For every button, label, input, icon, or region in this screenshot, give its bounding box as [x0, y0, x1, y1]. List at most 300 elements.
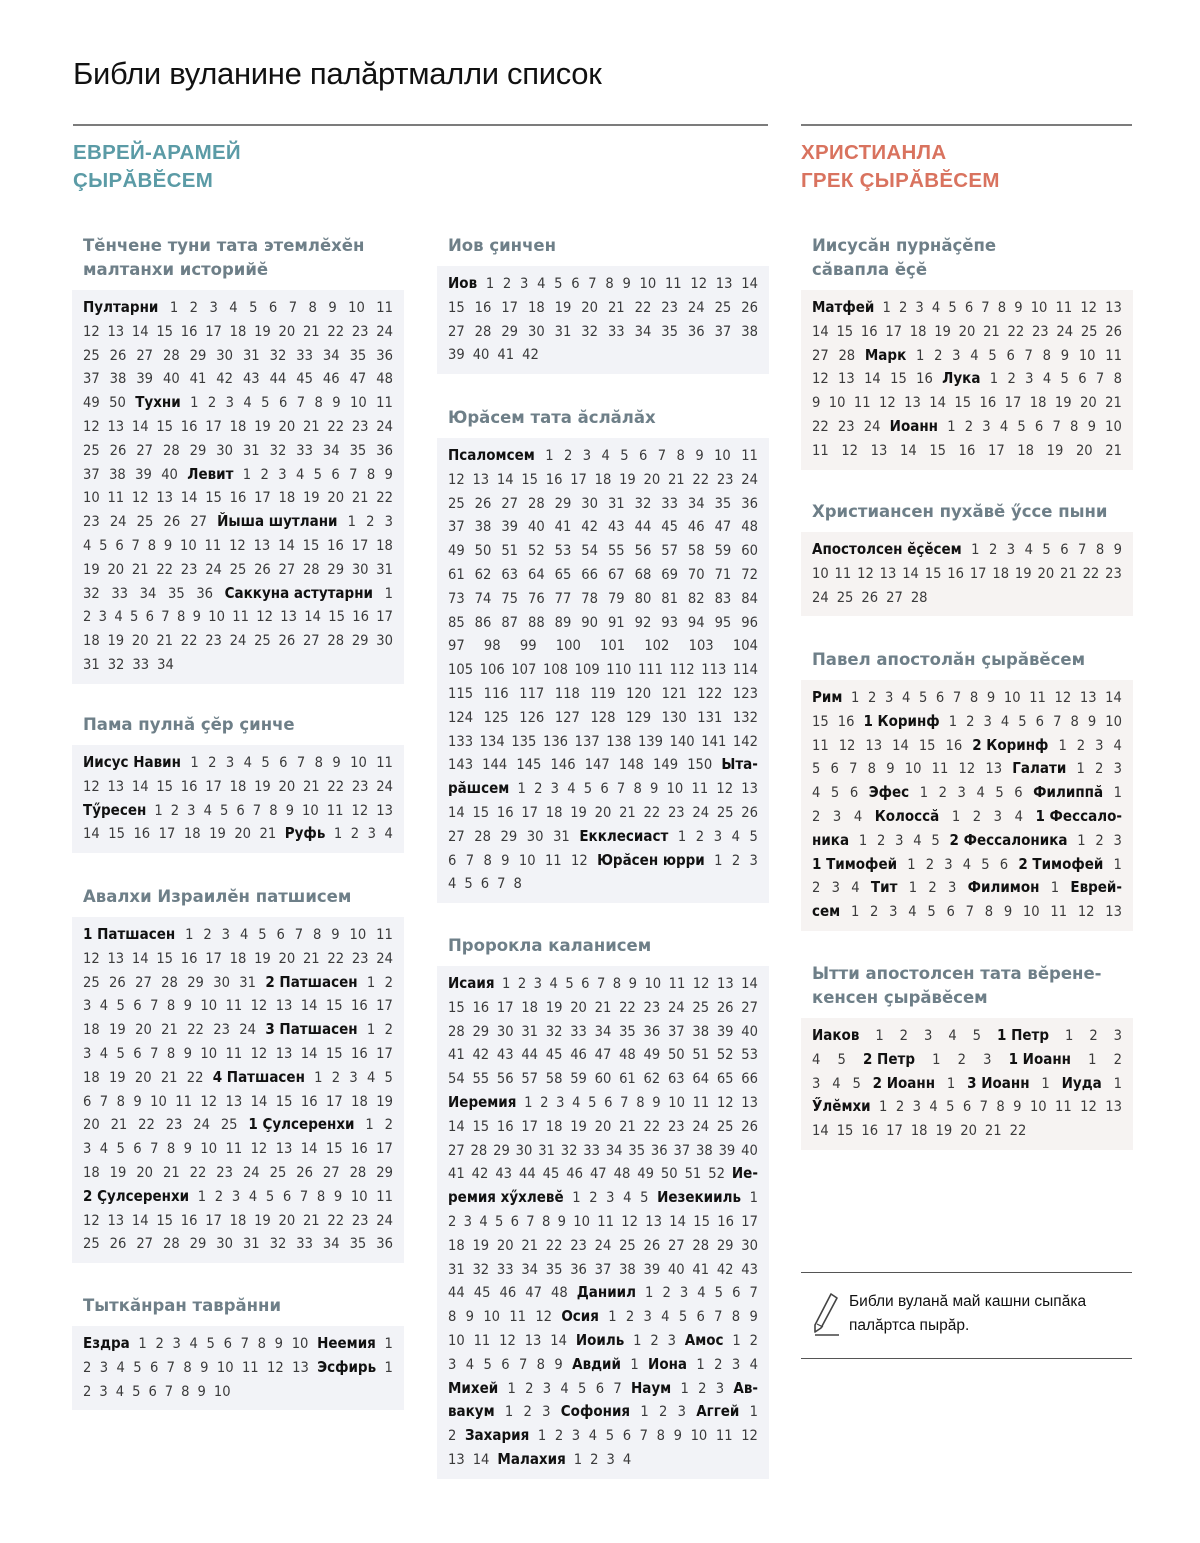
chapter-number[interactable]: 11 [1029, 689, 1046, 706]
chapter-number[interactable]: 16 [327, 536, 344, 554]
chapter-number[interactable]: 21 [302, 949, 320, 967]
chapter-number[interactable]: 20 [136, 1163, 154, 1181]
chapter-number[interactable]: 5 [981, 855, 990, 873]
chapter-number[interactable]: 28 [349, 1163, 367, 1181]
chapter-number[interactable]: 6 [133, 1140, 142, 1158]
chapter-number[interactable]: 4 [812, 784, 821, 802]
chapter-number[interactable]: 2 [384, 973, 393, 991]
chapter-number[interactable]: 1 [749, 1403, 758, 1421]
chapter-number[interactable]: 10 [690, 1427, 708, 1445]
chapter-number[interactable]: 85 [448, 613, 465, 631]
chapter-number[interactable]: 10 [812, 564, 829, 582]
chapter-number[interactable]: 35 [619, 1022, 636, 1040]
chapter-number[interactable]: 8 [269, 801, 278, 819]
chapter-number[interactable]: 28 [448, 1022, 465, 1040]
chapter-number[interactable]: 14 [472, 1450, 490, 1468]
chapter-number[interactable]: 43 [495, 1165, 513, 1183]
chapter-number[interactable]: 16 [947, 564, 964, 582]
chapter-number[interactable]: 19 [376, 1092, 393, 1110]
chapter-number[interactable]: 33 [570, 1022, 587, 1040]
chapter-number[interactable]: 6 [604, 1093, 613, 1111]
chapter-number[interactable]: 2 [695, 827, 705, 845]
chapter-number[interactable]: 6 [510, 1212, 519, 1230]
chapter-number[interactable]: 23 [165, 1116, 183, 1134]
chapter-number[interactable]: 12 [690, 275, 708, 292]
chapter-number[interactable]: 8 [147, 536, 157, 554]
chapter-number[interactable]: 4 [948, 1027, 957, 1044]
chapter-number[interactable]: 1 [169, 299, 179, 316]
chapter-number[interactable]: 34 [634, 322, 652, 340]
chapter-number[interactable]: 21 [161, 1021, 178, 1039]
chapter-number[interactable]: 23 [213, 1021, 230, 1039]
chapter-number[interactable]: 57 [521, 1070, 539, 1088]
chapter-number[interactable]: 16 [916, 370, 933, 388]
chapter-number[interactable]: 2 [1113, 1050, 1122, 1068]
chapter-number[interactable]: 20 [134, 1068, 152, 1086]
chapter-number[interactable]: 58 [687, 542, 705, 560]
chapter-number[interactable]: 33 [296, 441, 313, 459]
chapter-number[interactable]: 8 [448, 1308, 457, 1326]
chapter-number[interactable]: 21 [156, 632, 174, 650]
chapter-number[interactable]: 1 [680, 1379, 689, 1397]
chapter-number[interactable]: 22 [187, 1021, 204, 1039]
chapter-number[interactable]: 8 [316, 1187, 326, 1205]
chapter-number[interactable]: 4 [114, 608, 123, 626]
chapter-number[interactable]: 13 [1105, 903, 1122, 921]
chapter-number[interactable]: 4 [229, 299, 238, 316]
chapter-number[interactable]: 43 [607, 518, 625, 536]
chapter-number[interactable]: 22 [692, 470, 710, 488]
chapter-number[interactable]: 32 [581, 322, 598, 340]
chapter-number[interactable]: 22 [180, 632, 198, 650]
chapter-number[interactable]: 3 [83, 1044, 92, 1062]
chapter-number[interactable]: 17 [205, 777, 222, 795]
chapter-number[interactable]: 3 [463, 1212, 473, 1230]
chapter-number[interactable]: 22 [327, 322, 345, 340]
chapter-number[interactable]: 13 [448, 1450, 465, 1468]
chapter-number[interactable]: 44 [518, 1165, 536, 1183]
chapter-number[interactable]: 18 [910, 1122, 928, 1140]
chapter-number[interactable]: 13 [275, 1140, 293, 1158]
chapter-number[interactable]: 3 [209, 299, 218, 316]
chapter-number[interactable]: 32 [269, 346, 287, 364]
chapter-number[interactable]: 16 [351, 1140, 368, 1158]
chapter-number[interactable]: 17 [158, 825, 176, 843]
chapter-number[interactable]: 1 [858, 831, 868, 849]
chapter-number[interactable]: 31 [448, 1260, 465, 1278]
chapter-number[interactable]: 11 [376, 926, 393, 943]
chapter-number[interactable]: 135 [511, 732, 537, 750]
chapter-number[interactable]: 5 [258, 926, 267, 943]
chapter-number[interactable]: 17 [886, 1122, 903, 1140]
chapter-number[interactable]: 13 [253, 536, 271, 554]
chapter-number[interactable]: 3 [952, 346, 961, 364]
chapter-number[interactable]: 21 [984, 1122, 1002, 1140]
chapter-number[interactable]: 10 [350, 1187, 368, 1205]
chapter-number[interactable]: 7 [166, 1358, 176, 1376]
chapter-number[interactable]: 14 [131, 777, 149, 795]
chapter-number[interactable]: 12 [250, 1044, 268, 1062]
chapter-number[interactable]: 7 [252, 801, 262, 819]
chapter-number[interactable]: 2 [1095, 760, 1104, 778]
chapter-number[interactable]: 21 [302, 322, 320, 340]
chapter-number[interactable]: 11 [1105, 346, 1122, 364]
chapter-number[interactable]: 29 [189, 441, 207, 459]
chapter-number[interactable]: 16 [180, 777, 198, 795]
chapter-number[interactable]: 13 [524, 1331, 542, 1349]
chapter-number[interactable]: 12 [879, 394, 896, 412]
chapter-number[interactable]: 50 [109, 394, 126, 412]
chapter-number[interactable]: 93 [661, 613, 678, 631]
chapter-number[interactable]: 8 [984, 903, 994, 921]
chapter-number[interactable]: 106 [479, 661, 505, 679]
chapter-number[interactable]: 133 [448, 732, 474, 750]
chapter-number[interactable]: 13 [107, 417, 125, 435]
chapter-number[interactable]: 25 [716, 803, 734, 821]
chapter-number[interactable]: 26 [741, 803, 758, 821]
chapter-number[interactable]: 15 [890, 370, 907, 388]
chapter-number[interactable]: 19 [545, 998, 563, 1016]
chapter-number[interactable]: 37 [673, 1141, 691, 1159]
chapter-number[interactable]: 12 [692, 975, 710, 992]
chapter-number[interactable]: 2 [563, 447, 573, 464]
chapter-number[interactable]: 42 [581, 518, 598, 536]
chapter-number[interactable]: 2 [928, 879, 937, 897]
chapter-number[interactable]: 4 [1042, 370, 1052, 388]
chapter-number[interactable]: 11 [853, 394, 871, 412]
chapter-number[interactable]: 6 [282, 1187, 292, 1205]
chapter-number[interactable]: 1 [879, 1098, 888, 1116]
chapter-number[interactable]: 14 [304, 608, 321, 626]
chapter-number[interactable]: 25 [83, 1235, 100, 1253]
chapter-number[interactable]: 27 [812, 346, 829, 364]
chapter-number[interactable]: 105 [448, 661, 474, 679]
chapter-number[interactable]: 4 [99, 997, 109, 1015]
chapter-number[interactable]: 24 [692, 1117, 710, 1135]
chapter-number[interactable]: 3 [679, 1284, 689, 1302]
chapter-number[interactable]: 25 [136, 513, 154, 531]
chapter-number[interactable]: 1 [915, 346, 925, 364]
chapter-number[interactable]: 26 [109, 441, 127, 459]
chapter-number[interactable]: 4 [115, 1382, 125, 1400]
chapter-number[interactable]: 72 [741, 565, 758, 583]
chapter-number[interactable]: 50 [667, 1046, 685, 1064]
chapter-number[interactable]: 1 [696, 1355, 705, 1373]
chapter-number[interactable]: 16 [496, 803, 514, 821]
chapter-number[interactable]: 1 [365, 1116, 374, 1134]
chapter-number[interactable]: 48 [619, 1046, 636, 1064]
chapter-number[interactable]: 12 [83, 949, 100, 967]
chapter-number[interactable]: 9 [332, 754, 341, 771]
chapter-number[interactable]: 1 [850, 903, 860, 921]
chapter-number[interactable]: 46 [570, 1046, 587, 1064]
chapter-number[interactable]: 87 [501, 613, 519, 631]
chapter-number[interactable]: 41 [554, 518, 572, 536]
chapter-number[interactable]: 12 [256, 608, 273, 626]
chapter-number[interactable]: 17 [254, 489, 271, 507]
chapter-number[interactable]: 4 [601, 447, 610, 464]
chapter-number[interactable]: 29 [327, 560, 345, 578]
chapter-number[interactable]: 2 [966, 712, 975, 730]
chapter-number[interactable]: 4 [623, 1189, 632, 1207]
chapter-number[interactable]: 30 [376, 632, 393, 650]
chapter-number[interactable]: 90 [581, 613, 598, 631]
chapter-number[interactable]: 9 [192, 608, 201, 626]
chapter-number[interactable]: 21 [983, 322, 1000, 340]
chapter-number[interactable]: 9 [333, 1187, 343, 1205]
chapter-number[interactable]: 10 [644, 975, 662, 992]
chapter-number[interactable]: 16 [300, 1092, 318, 1110]
chapter-number[interactable]: 6 [1034, 417, 1044, 435]
chapter-number[interactable]: 5 [837, 1050, 846, 1068]
chapter-number[interactable]: 2 [525, 1379, 534, 1397]
chapter-number[interactable]: 13 [156, 489, 174, 507]
chapter-number[interactable]: 94 [687, 613, 705, 631]
chapter-number[interactable]: 3 [667, 1331, 676, 1349]
chapter-number[interactable]: 1 [1077, 831, 1086, 849]
chapter-number[interactable]: 23 [83, 513, 100, 531]
chapter-number[interactable]: 1 [507, 1379, 516, 1397]
chapter-number[interactable]: 15 [836, 1122, 854, 1140]
chapter-number[interactable]: 9 [183, 997, 192, 1015]
chapter-number[interactable]: 21 [302, 417, 320, 435]
chapter-number[interactable]: 21 [619, 803, 636, 821]
chapter-number[interactable]: 3 [884, 689, 894, 706]
chapter-number[interactable]: 16 [133, 825, 151, 843]
chapter-number[interactable]: 26 [109, 1235, 127, 1253]
chapter-number[interactable]: 86 [474, 613, 492, 631]
chapter-number[interactable]: 15 [325, 1140, 343, 1158]
chapter-number[interactable]: 2 [1095, 831, 1104, 849]
chapter-number[interactable]: 33 [607, 322, 625, 340]
chapter-number[interactable]: 4 [962, 855, 972, 873]
chapter-number[interactable]: 17 [969, 564, 987, 582]
chapter-number[interactable]: 41 [448, 1046, 465, 1064]
chapter-number[interactable]: 10 [666, 780, 684, 798]
chapter-number[interactable]: 10 [216, 1358, 234, 1376]
chapter-number[interactable]: 13 [275, 1044, 293, 1062]
chapter-number[interactable]: 26 [474, 494, 492, 512]
chapter-number[interactable]: 15 [325, 1044, 343, 1062]
chapter-number[interactable]: 12 [83, 777, 100, 795]
chapter-number[interactable]: 14 [496, 470, 514, 488]
chapter-number[interactable]: 11 [1050, 903, 1068, 921]
chapter-number[interactable]: 27 [136, 346, 154, 364]
chapter-number[interactable]: 7 [288, 299, 298, 316]
chapter-number[interactable]: 36 [570, 1260, 587, 1278]
chapter-number[interactable]: 3 [982, 417, 991, 435]
chapter-number[interactable]: 41 [692, 1260, 710, 1278]
chapter-number[interactable]: 2 [934, 346, 943, 364]
chapter-number[interactable]: 3 [895, 831, 904, 849]
chapter-number[interactable]: 8 [308, 299, 317, 316]
chapter-number[interactable]: 2 [895, 1098, 905, 1116]
chapter-number[interactable]: 4 [661, 1308, 670, 1326]
chapter-number[interactable]: 28 [162, 346, 180, 364]
chapter-number[interactable]: 13 [645, 1212, 662, 1230]
chapter-number[interactable]: 17 [741, 1212, 758, 1230]
chapter-number[interactable]: 2 [749, 1331, 758, 1349]
chapter-number[interactable]: 16 [496, 1117, 514, 1135]
chapter-number[interactable]: 3 [713, 827, 723, 845]
chapter-number[interactable]: 5 [749, 827, 758, 845]
chapter-number[interactable]: 1 [366, 973, 376, 991]
chapter-number[interactable]: 2 [384, 1021, 393, 1039]
chapter-number[interactable]: 8 [1070, 417, 1079, 435]
chapter-number[interactable]: 2 [589, 1189, 598, 1207]
chapter-number[interactable]: 45 [296, 370, 313, 388]
chapter-number[interactable]: 4 [572, 1093, 581, 1111]
chapter-number[interactable]: 20 [278, 949, 296, 967]
chapter-number[interactable]: 148 [618, 756, 644, 774]
chapter-number[interactable]: 9 [749, 1308, 758, 1326]
chapter-number[interactable]: 3 [983, 1050, 992, 1068]
chapter-number[interactable]: 6 [268, 299, 278, 316]
chapter-number[interactable]: 5 [464, 875, 473, 893]
chapter-number[interactable]: 3 [187, 801, 196, 819]
chapter-number[interactable]: 71 [714, 565, 732, 583]
chapter-number[interactable]: 8 [996, 1098, 1005, 1116]
chapter-number[interactable]: 32 [83, 584, 100, 602]
chapter-number[interactable]: 13 [107, 949, 125, 967]
chapter-number[interactable]: 14 [448, 803, 465, 821]
chapter-number[interactable]: 36 [643, 1022, 661, 1040]
chapter-number[interactable]: 32 [269, 441, 287, 459]
chapter-number[interactable]: 6 [639, 447, 648, 464]
chapter-number[interactable]: 17 [326, 1092, 343, 1110]
chapter-number[interactable]: 11 [241, 1358, 259, 1376]
chapter-number[interactable]: 10 [350, 394, 367, 412]
chapter-number[interactable]: 8 [513, 875, 522, 893]
chapter-number[interactable]: 9 [622, 275, 631, 292]
chapter-number[interactable]: 30 [527, 322, 545, 340]
chapter-number[interactable]: 21 [131, 560, 149, 578]
chapter-number[interactable]: 9 [183, 1140, 192, 1158]
chapter-number[interactable]: 11 [691, 780, 709, 798]
chapter-number[interactable]: 13 [107, 1211, 125, 1229]
chapter-number[interactable]: 12 [571, 851, 588, 869]
chapter-number[interactable]: 15 [156, 322, 174, 340]
chapter-number[interactable]: 96 [741, 613, 758, 631]
chapter-number[interactable]: 7 [299, 1187, 309, 1205]
chapter-number[interactable]: 1 [314, 1068, 323, 1086]
chapter-number[interactable]: 19 [570, 803, 587, 821]
chapter-number[interactable]: 13 [280, 608, 297, 626]
chapter-number[interactable]: 18 [229, 322, 247, 340]
chapter-number[interactable]: 25 [83, 973, 100, 991]
chapter-number[interactable]: 11 [376, 1187, 393, 1205]
chapter-number[interactable]: 2 [731, 851, 741, 869]
chapter-number[interactable]: 3 [1095, 736, 1104, 754]
chapter-number[interactable]: 55 [607, 542, 625, 560]
chapter-number[interactable]: 9 [274, 1335, 284, 1352]
chapter-number[interactable]: 9 [384, 465, 393, 483]
chapter-number[interactable]: 28 [910, 588, 928, 606]
chapter-number[interactable]: 10 [1105, 417, 1122, 435]
chapter-number[interactable]: 88 [527, 613, 545, 631]
chapter-number[interactable]: 25 [83, 346, 100, 364]
chapter-number[interactable]: 1 [366, 1021, 376, 1039]
chapter-number[interactable]: 1 [1064, 1027, 1074, 1044]
chapter-number[interactable]: 129 [626, 708, 652, 726]
chapter-number[interactable]: 5 [640, 1189, 649, 1207]
chapter-number[interactable]: 47 [349, 370, 367, 388]
chapter-number[interactable]: 4 [189, 1335, 198, 1352]
chapter-number[interactable]: 2 [83, 1382, 92, 1400]
chapter-number[interactable]: 9 [557, 1212, 566, 1230]
chapter-number[interactable]: 42 [522, 346, 539, 364]
chapter-number[interactable]: 24 [692, 803, 710, 821]
chapter-number[interactable]: 41 [497, 346, 515, 364]
chapter-number[interactable]: 37 [714, 322, 732, 340]
chapter-number[interactable]: 11 [692, 1093, 710, 1111]
chapter-number[interactable]: 24 [1056, 322, 1074, 340]
chapter-number[interactable]: 2 [517, 975, 527, 992]
chapter-number[interactable]: 52 [708, 1165, 725, 1183]
chapter-number[interactable]: 3 [83, 1140, 92, 1158]
chapter-number[interactable]: 19 [1046, 441, 1064, 459]
chapter-number[interactable]: 42 [716, 1260, 734, 1278]
chapter-number[interactable]: 5 [927, 903, 936, 921]
chapter-number[interactable]: 33 [296, 1235, 313, 1253]
chapter-number[interactable]: 6 [849, 784, 859, 802]
chapter-number[interactable]: 30 [581, 494, 598, 512]
chapter-number[interactable]: 26 [278, 632, 296, 650]
chapter-number[interactable]: 24 [687, 298, 705, 316]
chapter-number[interactable]: 37 [83, 465, 100, 483]
chapter-number[interactable]: 29 [500, 827, 518, 845]
chapter-number[interactable]: 5 [578, 1379, 587, 1397]
chapter-number[interactable]: 12 [716, 780, 734, 798]
chapter-number[interactable]: 18 [278, 489, 296, 507]
chapter-number[interactable]: 84 [741, 589, 758, 607]
chapter-number[interactable]: 6 [581, 975, 590, 992]
chapter-number[interactable]: 7 [497, 875, 506, 893]
chapter-number[interactable]: 20 [594, 803, 612, 821]
chapter-number[interactable]: 22 [643, 1117, 661, 1135]
chapter-number[interactable]: 19 [209, 825, 226, 843]
chapter-number[interactable]: 17 [885, 322, 903, 340]
chapter-number[interactable]: 7 [849, 760, 858, 778]
chapter-number[interactable]: 11 [668, 975, 686, 992]
chapter-number[interactable]: 5 [1017, 417, 1026, 435]
chapter-number[interactable]: 3 [99, 1382, 108, 1400]
chapter-number[interactable]: 1 [1088, 1050, 1097, 1068]
chapter-number[interactable]: 6 [115, 536, 124, 554]
chapter-number[interactable]: 1 [1050, 879, 1060, 897]
chapter-number[interactable]: 15 [954, 394, 972, 412]
chapter-number[interactable]: 127 [554, 708, 580, 726]
chapter-number[interactable]: 16 [351, 997, 368, 1015]
chapter-number[interactable]: 25 [269, 1163, 287, 1181]
chapter-number[interactable]: 6 [962, 1098, 972, 1116]
chapter-number[interactable]: 24 [376, 417, 393, 435]
chapter-number[interactable]: 24 [193, 1116, 210, 1134]
chapter-number[interactable]: 12 [1054, 689, 1072, 706]
chapter-number[interactable]: 61 [448, 565, 465, 583]
chapter-number[interactable]: 39 [135, 465, 152, 483]
chapter-number[interactable]: 23 [351, 949, 369, 967]
chapter-number[interactable]: 83 [714, 589, 732, 607]
chapter-number[interactable]: 116 [483, 684, 509, 702]
chapter-number[interactable]: 15 [328, 608, 345, 626]
chapter-number[interactable]: 16 [717, 1212, 734, 1230]
chapter-number[interactable]: 8 [731, 1308, 741, 1326]
chapter-number[interactable]: 11 [812, 736, 829, 754]
chapter-number[interactable]: 19 [302, 489, 320, 507]
chapter-number[interactable]: 14 [300, 997, 318, 1015]
chapter-number[interactable]: 5 [812, 760, 821, 778]
